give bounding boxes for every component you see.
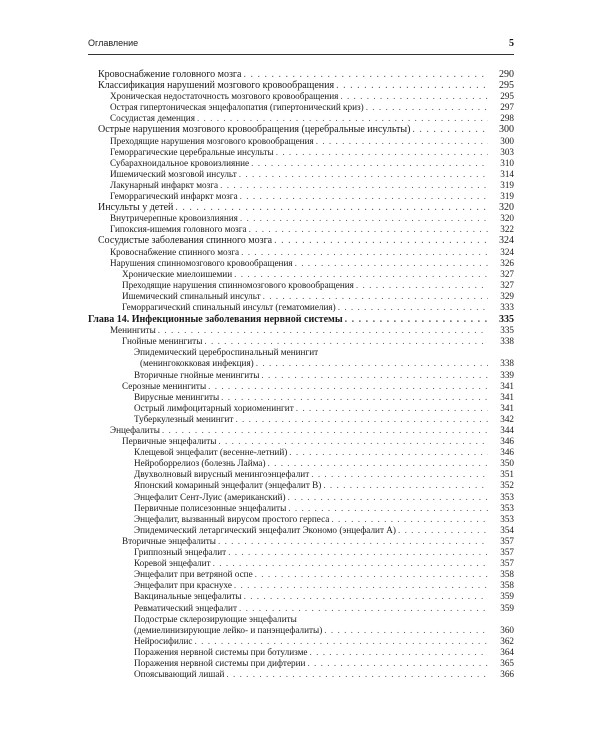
toc-entry-page: 358 — [500, 580, 514, 591]
toc-entry-page: 364 — [500, 646, 514, 657]
toc-entry-page: 359 — [500, 591, 514, 602]
table-of-contents — [88, 69, 514, 680]
toc-entry[interactable] — [88, 80, 514, 91]
toc-entry[interactable] — [88, 591, 514, 602]
toc-dot-leader — [296, 403, 488, 414]
toc-entry-page: 322 — [500, 224, 514, 235]
toc-entry-page: 298 — [500, 113, 514, 124]
toc-entry[interactable] — [88, 392, 514, 403]
toc-entry[interactable] — [88, 458, 514, 469]
toc-entry-title: Преходящие нарушения спинномозгового кровообращения — [122, 279, 354, 290]
toc-entry[interactable] — [88, 202, 514, 213]
toc-entry[interactable] — [88, 669, 514, 680]
toc-entry-title: Субарахноидальное кровоизлияние — [110, 157, 250, 168]
toc-entry-title: Преходящие нарушения мозгового кровообращения — [110, 135, 314, 146]
toc-entry-title: Эпидемический цереброспинальный менингит — [134, 347, 319, 358]
toc-entry-title: Первичные энцефалиты — [122, 436, 217, 447]
toc-dot-leader — [240, 191, 488, 202]
toc-entry[interactable] — [88, 213, 514, 224]
toc-entry-page: 353 — [500, 513, 514, 524]
toc-dot-leader — [316, 136, 488, 147]
toc-dot-leader — [323, 480, 488, 491]
toc-entry-page: 360 — [500, 624, 514, 635]
toc-entry[interactable] — [88, 314, 514, 325]
toc-entry[interactable] — [88, 536, 514, 547]
toc-entry-title: Энцефалит при краснухе — [134, 580, 232, 591]
toc-dot-leader — [226, 669, 488, 680]
toc-entry[interactable] — [88, 425, 514, 436]
toc-dot-leader — [204, 336, 488, 347]
toc-dot-leader — [324, 625, 488, 636]
toc-dot-leader — [240, 213, 488, 224]
toc-dot-leader — [366, 102, 488, 113]
toc-entry-title: Вторичные энцефалиты — [122, 535, 216, 546]
toc-entry-title: Нейроборрелиоз (болезнь Лайма) — [134, 458, 266, 469]
toc-entry[interactable] — [88, 102, 514, 113]
toc-dot-leader — [289, 447, 488, 458]
toc-entry-page: 365 — [500, 657, 514, 668]
toc-entry[interactable] — [88, 480, 514, 491]
toc-entry-page: 362 — [500, 635, 514, 646]
toc-entry-title: Туберкулезный менингит — [134, 413, 234, 424]
toc-entry[interactable] — [88, 269, 514, 280]
toc-entry-page: 335 — [500, 325, 514, 336]
toc-entry[interactable] — [88, 191, 514, 202]
toc-entry-title: Сосудистые заболевания спинного мозга — [98, 235, 273, 247]
toc-entry[interactable] — [88, 247, 514, 258]
toc-entry-title: Первичные полисезонные энцефалиты — [134, 502, 287, 513]
toc-entry-title: Вакцинальные энцефалиты — [134, 591, 242, 602]
toc-dot-leader — [288, 492, 488, 503]
toc-dot-leader — [311, 469, 488, 480]
toc-entry-title: Вторичные гнойные менингиты — [134, 369, 260, 380]
toc-entry-page: 358 — [500, 569, 514, 580]
toc-dot-leader — [239, 169, 488, 180]
toc-entry[interactable] — [88, 358, 514, 369]
toc-entry-page: 326 — [500, 257, 514, 268]
toc-dot-leader — [175, 202, 488, 213]
toc-dot-leader — [398, 525, 488, 536]
toc-dot-leader — [234, 269, 488, 280]
toc-dot-leader — [244, 591, 488, 602]
toc-entry-title: Энцефалит, вызванный вирусом простого герпеса — [134, 513, 330, 524]
toc-entry-page: 354 — [500, 524, 514, 535]
toc-dot-leader — [263, 291, 488, 302]
toc-entry-title: Кровоснабжение головного мозга — [98, 69, 242, 80]
toc-entry[interactable] — [88, 258, 514, 269]
toc-entry[interactable] — [88, 658, 514, 669]
toc-entry-title: Кровоснабжение спинного мозга — [110, 246, 240, 257]
toc-entry-title: (менингококковая инфекция) — [140, 358, 254, 369]
toc-dot-leader — [195, 636, 489, 647]
toc-entry[interactable] — [88, 224, 514, 235]
toc-entry-page: 295 — [500, 91, 514, 102]
toc-dot-leader — [158, 325, 488, 336]
toc-dot-leader — [295, 258, 488, 269]
toc-entry-page: 346 — [500, 436, 514, 447]
toc-dot-leader — [197, 113, 488, 124]
toc-entry[interactable] — [88, 291, 514, 302]
toc-entry-page: 351 — [500, 469, 514, 480]
toc-entry-page: 327 — [500, 268, 514, 279]
toc-dot-leader — [235, 414, 488, 425]
toc-entry-page: 314 — [500, 168, 514, 179]
toc-entry-page: 341 — [500, 380, 514, 391]
toc-dot-leader — [338, 302, 488, 313]
toc-entry-page: 366 — [500, 669, 514, 680]
toc-entry[interactable] — [88, 169, 514, 180]
toc-entry-page: 346 — [500, 447, 514, 458]
toc-entry-page: 335 — [499, 314, 514, 326]
toc-entry-title: Ишемический мозговой инсульт — [110, 168, 237, 179]
toc-dot-leader — [220, 180, 488, 191]
running-header — [88, 38, 514, 52]
toc-dot-leader — [256, 358, 488, 369]
toc-entry[interactable] — [88, 580, 514, 591]
toc-entry-title: Сосудистая деменция — [110, 113, 195, 124]
toc-entry[interactable] — [88, 235, 514, 246]
toc-entry-title: Серозные менингиты — [122, 380, 207, 391]
toc-dot-leader — [218, 536, 488, 547]
toc-entry-page: 338 — [500, 358, 514, 369]
toc-dot-leader — [228, 547, 488, 558]
toc-entry-title: Японский комариный энцефалит (энцефалит В) — [134, 480, 322, 491]
toc-entry-page: 290 — [499, 69, 514, 80]
toc-entry-page: 319 — [500, 191, 514, 202]
toc-dot-leader — [331, 514, 488, 525]
toc-dot-leader — [336, 80, 488, 91]
toc-entry-page: 300 — [500, 135, 514, 146]
toc-dot-leader — [221, 392, 488, 403]
toc-entry-page: 333 — [500, 301, 514, 312]
toc-entry-page: 342 — [500, 413, 514, 424]
toc-entry-title: Коревой энцефалит — [134, 558, 211, 569]
toc-dot-leader — [268, 458, 488, 469]
toc-entry-page: 320 — [499, 202, 514, 214]
toc-entry-page: 352 — [500, 480, 514, 491]
toc-entry[interactable] — [88, 503, 514, 514]
toc-entry-page: 320 — [500, 213, 514, 224]
toc-entry[interactable] — [88, 403, 514, 414]
toc-dot-leader — [307, 658, 488, 669]
toc-entry[interactable] — [88, 492, 514, 503]
toc-entry-page: 310 — [500, 157, 514, 168]
toc-entry-title: Геморрагические церебральные инсульты — [110, 146, 274, 157]
toc-entry-page: 357 — [500, 547, 514, 558]
toc-entry-title: Острая гипертоническая энцефалопатия (гипертонический криз) — [110, 102, 364, 113]
toc-entry[interactable] — [88, 636, 514, 647]
toc-entry[interactable] — [88, 91, 514, 102]
toc-dot-leader — [249, 224, 488, 235]
toc-entry[interactable] — [88, 325, 514, 336]
toc-entry-title: Вирусные менингиты — [134, 391, 220, 402]
toc-dot-leader — [213, 558, 488, 569]
toc-entry[interactable] — [88, 447, 514, 458]
toc-entry-title: Гипоксия-ишемия головного мозга — [110, 224, 247, 235]
toc-entry-page: 295 — [499, 80, 514, 92]
toc-entry[interactable] — [88, 336, 514, 347]
toc-dot-leader — [208, 381, 488, 392]
toc-entry[interactable] — [88, 547, 514, 558]
toc-entry-page: 327 — [500, 279, 514, 290]
toc-entry-page: 324 — [499, 235, 514, 247]
toc-entry-title: Подострые склерозирующие энцефалиты — [134, 613, 297, 624]
toc-entry-page: 341 — [500, 402, 514, 413]
toc-entry[interactable] — [88, 147, 514, 158]
toc-dot-leader — [340, 91, 488, 102]
toc-entry-title: Хроническая недостаточность мозгового кровообращения — [110, 91, 339, 102]
toc-entry-title: Двухволновый вирусный менингоэнцефалит — [134, 469, 310, 480]
toc-entry[interactable] — [88, 124, 514, 135]
toc-entry-title: Нарушения спинномозгового кровообращения — [110, 257, 293, 268]
toc-entry-page: 353 — [500, 502, 514, 513]
toc-entry-page: 324 — [500, 246, 514, 257]
toc-entry-page: 303 — [500, 146, 514, 157]
toc-dot-leader — [251, 158, 488, 169]
toc-dot-leader — [239, 603, 488, 614]
toc-entry[interactable] — [88, 347, 514, 358]
toc-entry-title: Энцефалиты — [110, 425, 160, 435]
toc-entry-page: 329 — [500, 290, 514, 301]
header-divider — [88, 54, 514, 55]
toc-entry[interactable] — [88, 180, 514, 191]
toc-entry[interactable] — [88, 69, 514, 80]
toc-entry-page: 319 — [500, 179, 514, 190]
toc-entry-title: Поражения нервной системы при дифтерии — [134, 657, 306, 668]
toc-entry-title: Нейросифилис — [134, 635, 193, 646]
toc-entry-page: 338 — [500, 336, 514, 347]
toc-dot-leader — [276, 147, 488, 158]
toc-entry[interactable] — [88, 414, 514, 425]
toc-entry[interactable] — [88, 603, 514, 614]
toc-dot-leader — [288, 503, 488, 514]
toc-entry-title: Острые нарушения мозгового кровообращения (церебральные инсульты) — [98, 124, 411, 136]
toc-entry-page: 350 — [500, 458, 514, 469]
toc-entry[interactable] — [88, 370, 514, 381]
toc-entry-title: Поражения нервной системы при ботулизме — [134, 646, 308, 657]
toc-entry-title: Гриппозный энцефалит — [134, 547, 227, 558]
toc-dot-leader — [345, 314, 488, 325]
toc-entry[interactable] — [88, 625, 514, 636]
toc-entry-page: 341 — [500, 391, 514, 402]
toc-dot-leader — [356, 280, 488, 291]
toc-entry-page: 300 — [499, 124, 514, 136]
toc-entry-page: 344 — [500, 425, 514, 435]
toc-entry-title: Энцефалит при ветряной оспе — [134, 569, 253, 580]
toc-entry-page: 357 — [500, 558, 514, 569]
toc-entry[interactable] — [88, 514, 514, 525]
toc-entry-title: (демиелинизирующие лейко- и панэнцефалиты) — [134, 624, 323, 635]
page-number: 5 — [509, 38, 514, 49]
toc-entry-title: Хронические миелоишемии — [122, 268, 233, 279]
toc-entry-page: 339 — [500, 369, 514, 380]
toc-entry-page: 357 — [500, 535, 514, 546]
toc-entry-title: Гнойные менингиты — [122, 336, 203, 347]
toc-dot-leader — [241, 247, 488, 258]
toc-entry[interactable] — [88, 113, 514, 124]
toc-dot-leader — [243, 69, 488, 80]
toc-entry-title: Опоясывающий лишай — [134, 669, 225, 680]
toc-entry-title: Внутричерепные кровоизлияния — [110, 213, 238, 224]
toc-entry-title: Ревматический энцефалит — [134, 602, 237, 613]
toc-entry[interactable] — [88, 302, 514, 313]
toc-entry[interactable] — [88, 469, 514, 480]
toc-entry-title: Геморрагический инфаркт мозга — [110, 191, 238, 202]
toc-entry-title: Энцефалит Сент-Луис (американский) — [134, 491, 286, 502]
toc-entry[interactable] — [88, 280, 514, 291]
toc-entry-title: Геморрагический спинальный инсульт (гематомиелия) — [122, 301, 336, 312]
toc-dot-leader — [274, 235, 488, 246]
toc-entry[interactable] — [88, 569, 514, 580]
toc-entry[interactable] — [88, 558, 514, 569]
toc-dot-leader — [310, 647, 488, 658]
toc-dot-leader — [234, 580, 488, 591]
toc-entry-title: Глава 14. Инфекционные заболевания нервной системы — [88, 314, 343, 326]
toc-entry[interactable] — [88, 525, 514, 536]
toc-entry-page: 297 — [500, 102, 514, 113]
toc-entry-page: 353 — [500, 491, 514, 502]
toc-entry[interactable] — [88, 381, 514, 392]
toc-entry-title: Классификация нарушений мозгового кровообращения — [98, 80, 335, 92]
running-header-title: Оглавление — [88, 38, 139, 48]
toc-dot-leader — [255, 569, 488, 580]
toc-dot-leader — [412, 124, 488, 135]
toc-dot-leader — [162, 425, 488, 436]
toc-entry[interactable] — [88, 136, 514, 147]
toc-dot-leader — [261, 370, 488, 381]
toc-entry-title: Ишемический спинальный инсульт — [122, 290, 261, 301]
toc-dot-leader — [218, 436, 488, 447]
toc-entry-title: Острый лимфоцитарный хориоменингит — [134, 402, 294, 413]
toc-entry-title: Лакунарный инфаркт мозга — [110, 179, 219, 190]
toc-entry[interactable] — [88, 158, 514, 169]
toc-entry[interactable] — [88, 614, 514, 625]
toc-entry-title: Клещевой энцефалит (весенне-летний) — [134, 447, 288, 458]
toc-entry[interactable] — [88, 436, 514, 447]
toc-entry-title: Инсульты у детей — [98, 202, 174, 214]
toc-entry-page: 359 — [500, 602, 514, 613]
toc-entry-title: Эпидемический летаргический энцефалит Экономо (энцефалит А) — [134, 524, 396, 535]
toc-entry[interactable] — [88, 647, 514, 658]
toc-entry-title: Менингиты — [110, 325, 156, 336]
